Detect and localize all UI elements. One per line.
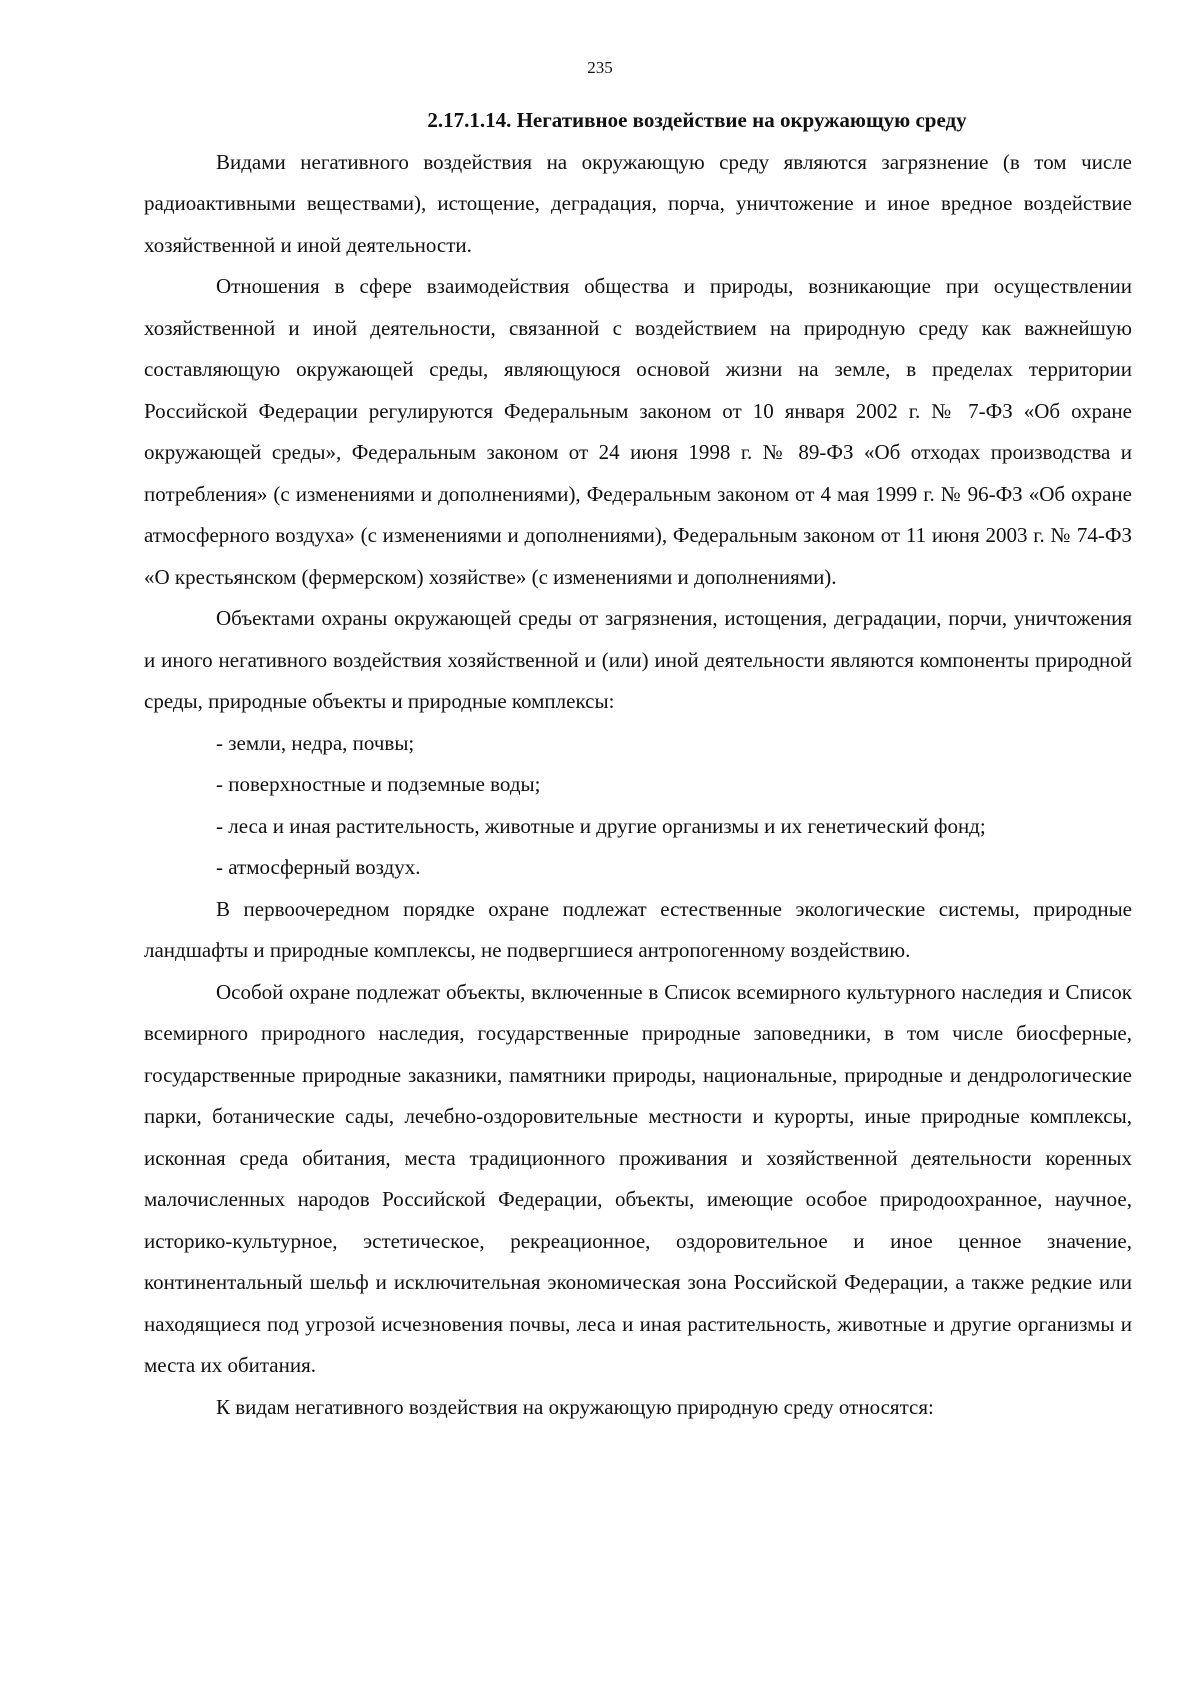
list-item: - атмосферный воздух. — [216, 855, 421, 879]
paragraph-impact-types: К видам негативного воздействия на окружающую природную среду относятся: — [216, 1394, 934, 1419]
list-item: - поверхностные и подземные воды; — [216, 772, 541, 796]
page-number: 235 — [587, 58, 613, 77]
paragraph-definition: Видами негативного воздействия на окружающую среду являются загрязнение (в том числе радиоактивными веществами), истощение, деградация, порча, уничтожение и иное вредное воздействие хозяйственной и иной деятельности. — [144, 149, 1132, 257]
list-item: - земли, недра, почвы; — [216, 730, 415, 755]
section-heading: 2.17.1.14. Негативное воздействие на окружающую среду — [427, 108, 967, 132]
paragraph-priority-protection: В первоочередном порядке охране подлежат естественные экологические системы, природные ландшафты и природные комплексы, не подвергшиеся антропогенному воздействию. — [144, 896, 1132, 962]
paragraph-special-protection: Особой охране подлежат объекты, включенные в Список всемирного культурного наследия и Список всемирного природного наследия, государственные природные заповедники, в том числе биосферные, государственные природные заказники, памятники природы, национальные, природные и дендрологические парки, ботанические сады, лечебно-оздоровительные местности и курорты, иные природные комплексы, исконная среда обитания, места традиционного проживания и хозяйственной деятельности коренных малочисленных народов Российской Федерации, объекты, имеющие особое природоохранное, научное, историко-культурное, эстетическое, рекреационное, оздоровительное и иное ценное значение, континентальный шельф и исключительная экономическая зона Российской Федерации, а также редкие или находящиеся под угрозой исчезновения почвы, леса и иная растительность, животные и другие организмы и места их обитания. — [144, 979, 1132, 1377]
list-item: - леса и иная растительность, животные и другие организмы и их генетический фонд; — [216, 813, 986, 838]
document-body — [144, 100, 1132, 1428]
paragraph-legislation: Отношения в сфере взаимодействия общества и природы, возникающие при осуществлении хозяйственной и иной деятельности, связанной с воздействием на природную среду как важнейшую составляющую окружающей среды, являющуюся основой жизни на земле, в пределах территории Российской Федерации регулируются Федеральным законом от 10 января 2002 г. № 7-ФЗ «Об охране окружающей среды», Федеральным законом от 24 июня 1998 г. № 89-ФЗ «Об отходах производства и потребления» (с изменениями и дополнениями), Федеральным законом от 4 мая 1999 г. № 96-ФЗ «Об охране атмосферного воздуха» (с изменениями и дополнениями), Федеральным законом от 11 июня 2003 г. № 74-ФЗ «О крестьянском (фермерском) хозяйстве» (с изменениями и дополнениями). — [144, 274, 1132, 589]
paragraph-protection-objects: Объектами охраны окружающей среды от загрязнения, истощения, деградации, порчи, уничтожения и иного негативного воздействия хозяйственной и (или) иной деятельности являются компоненты природной среды, природные объекты и природные комплексы: — [144, 606, 1132, 713]
